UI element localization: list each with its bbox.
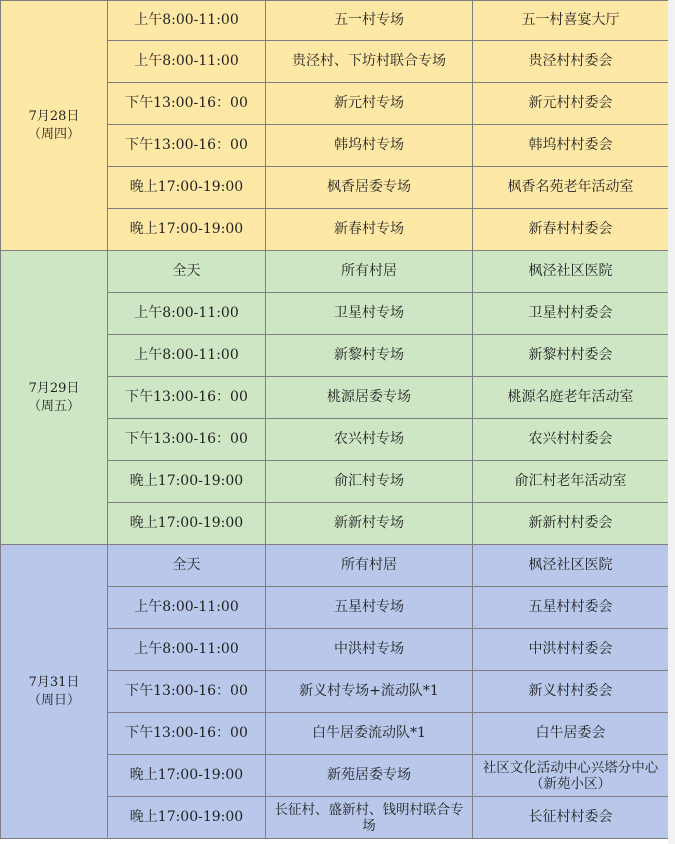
session-cell: 贵泾村、下坊村联合专场 — [266, 41, 473, 83]
date-label: 7月28日 — [28, 108, 80, 124]
location-cell: 枫香名苑老年活动室 — [473, 167, 669, 209]
location-cell: 枫泾社区医院 — [473, 545, 669, 587]
session-cell: 新新村专场 — [266, 503, 473, 545]
session-cell: 新苑居委专场 — [266, 755, 473, 797]
session-cell: 桃源居委专场 — [266, 377, 473, 419]
time-cell: 晚上17:00-19:00 — [108, 755, 266, 797]
location-cell: 新义村村委会 — [473, 671, 669, 713]
time-cell: 晚上17:00-19:00 — [108, 461, 266, 503]
date-cell — [1, 1, 108, 251]
date-label: 7月29日 — [28, 380, 80, 396]
session-cell: 新义村专场+流动队*1 — [266, 671, 473, 713]
page-edge — [668, 0, 675, 844]
session-cell: 新元村专场 — [266, 83, 473, 125]
session-cell: 新春村专场 — [266, 209, 473, 251]
location-cell: 贵泾村村委会 — [473, 41, 669, 83]
session-cell: 所有村居 — [266, 545, 473, 587]
location-cell: 白牛居委会 — [473, 713, 669, 755]
location-cell: 五星村村委会 — [473, 587, 669, 629]
location-cell: 新黎村村委会 — [473, 335, 669, 377]
session-cell: 卫星村专场 — [266, 293, 473, 335]
session-cell: 五星村专场 — [266, 587, 473, 629]
date-cell — [1, 251, 108, 545]
weekday-label: （周五） — [27, 398, 80, 414]
location-cell: 长征村村委会 — [473, 797, 669, 839]
time-cell: 上午8:00-11:00 — [108, 41, 266, 83]
location-cell: 韩坞村村委会 — [473, 125, 669, 167]
location-cell: 新新村村委会 — [473, 503, 669, 545]
session-cell: 白牛居委流动队*1 — [266, 713, 473, 755]
location-cell: 社区文化活动中心兴塔分中心（新苑小区） — [473, 755, 669, 797]
location-cell: 新元村村委会 — [473, 83, 669, 125]
time-cell: 晚上17:00-19:00 — [108, 797, 266, 839]
schedule-row — [1, 545, 669, 587]
schedule-row — [1, 251, 669, 293]
session-cell: 长征村、盛新村、钱明村联合专场 — [266, 797, 473, 839]
session-cell: 俞汇村专场 — [266, 461, 473, 503]
location-cell: 俞汇村老年活动室 — [473, 461, 669, 503]
time-cell: 下午13:00-16：00 — [108, 419, 266, 461]
time-cell: 上午8:00-11:00 — [108, 293, 266, 335]
time-cell: 下午13:00-16：00 — [108, 671, 266, 713]
time-cell: 下午13:00-16：00 — [108, 125, 266, 167]
time-cell: 下午13:00-16：00 — [108, 377, 266, 419]
session-cell: 五一村专场 — [266, 1, 473, 41]
session-cell: 枫香居委专场 — [266, 167, 473, 209]
time-cell: 全天 — [108, 251, 266, 293]
location-cell: 卫星村村委会 — [473, 293, 669, 335]
location-cell: 枫泾社区医院 — [473, 251, 669, 293]
time-cell: 晚上17:00-19:00 — [108, 167, 266, 209]
session-cell: 韩坞村专场 — [266, 125, 473, 167]
session-cell: 农兴村专场 — [266, 419, 473, 461]
location-cell: 桃源名庭老年活动室 — [473, 377, 669, 419]
location-cell: 农兴村村委会 — [473, 419, 669, 461]
time-cell: 上午8:00-11:00 — [108, 335, 266, 377]
session-cell: 中洪村专场 — [266, 629, 473, 671]
session-cell: 新黎村专场 — [266, 335, 473, 377]
location-cell: 中洪村村委会 — [473, 629, 669, 671]
date-cell — [1, 545, 108, 839]
session-cell: 所有村居 — [266, 251, 473, 293]
time-cell: 全天 — [108, 545, 266, 587]
schedule-row — [1, 1, 669, 41]
time-cell: 晚上17:00-19:00 — [108, 503, 266, 545]
time-cell: 上午8:00-11:00 — [108, 1, 266, 41]
time-cell: 上午8:00-11:00 — [108, 587, 266, 629]
location-cell: 新春村村委会 — [473, 209, 669, 251]
location-cell: 五一村喜宴大厅 — [473, 1, 669, 41]
date-label: 7月31日 — [28, 674, 80, 690]
weekday-label: （周四） — [27, 126, 80, 142]
time-cell: 下午13:00-16：00 — [108, 713, 266, 755]
weekday-label: （周日） — [27, 692, 80, 708]
time-cell: 上午8:00-11:00 — [108, 629, 266, 671]
time-cell: 晚上17:00-19:00 — [108, 209, 266, 251]
time-cell: 下午13:00-16：00 — [108, 83, 266, 125]
